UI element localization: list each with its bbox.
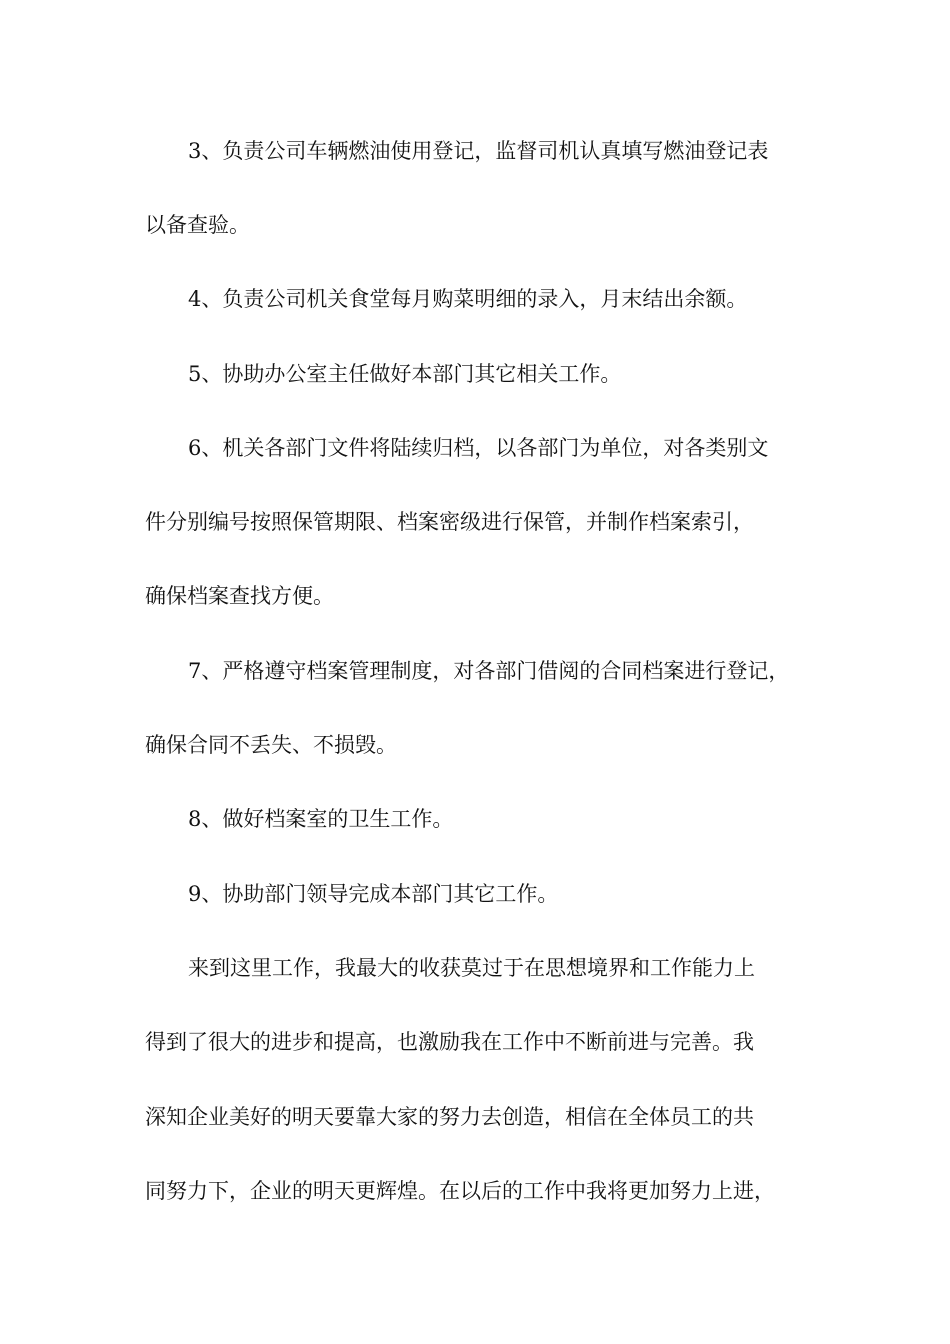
paragraph-line xyxy=(0,1022,950,1062)
line-text: 深知企业美好的明天要靠大家的努力去创造，相信在全体员工的共 xyxy=(145,1105,754,1129)
line-text: 9、协助部门领导完成本部门其它工作。 xyxy=(188,882,559,906)
line-text: 以备查验。 xyxy=(145,213,250,237)
line-text: 同努力下，企业的明天更辉煌。在以后的工作中我将更加努力上进， xyxy=(145,1179,775,1203)
paragraph-line xyxy=(0,1097,950,1137)
paragraph-line xyxy=(0,502,950,542)
paragraph-line xyxy=(0,576,950,616)
line-text: 7、严格遵守档案管理制度，对各部门借阅的合同档案进行登记， xyxy=(188,659,790,683)
paragraph-line xyxy=(0,651,950,691)
paragraph-line xyxy=(0,279,950,319)
line-text: 来到这里工作，我最大的收获莫过于在思想境界和工作能力上 xyxy=(188,956,755,980)
line-text: 6、机关各部门文件将陆续归档，以各部门为单位，对各类别文 xyxy=(188,436,769,460)
line-text: 4、负责公司机关食堂每月购菜明细的录入，月末结出余额。 xyxy=(188,287,748,311)
line-text: 确保合同不丢失、不损毁。 xyxy=(145,733,397,757)
line-text: 确保档案查找方便。 xyxy=(145,584,334,608)
paragraph-line xyxy=(0,725,950,765)
line-text: 件分别编号按照保管期限、档案密级进行保管，并制作档案索引， xyxy=(145,510,754,534)
paragraph-line xyxy=(0,205,950,245)
paragraph-line xyxy=(0,1171,950,1211)
paragraph-line xyxy=(0,354,950,394)
paragraph-line xyxy=(0,948,950,988)
line-text: 5、协助办公室主任做好本部门其它相关工作。 xyxy=(188,362,622,386)
line-text: 8、做好档案室的卫生工作。 xyxy=(188,807,454,831)
paragraph-line xyxy=(0,428,950,468)
paragraph-line xyxy=(0,874,950,914)
paragraph-line xyxy=(0,131,950,171)
line-text: 3、负责公司车辆燃油使用登记，监督司机认真填写燃油登记表 xyxy=(188,139,769,163)
paragraph-line xyxy=(0,799,950,839)
line-text: 得到了很大的进步和提高，也激励我在工作中不断前进与完善。我 xyxy=(145,1030,754,1054)
